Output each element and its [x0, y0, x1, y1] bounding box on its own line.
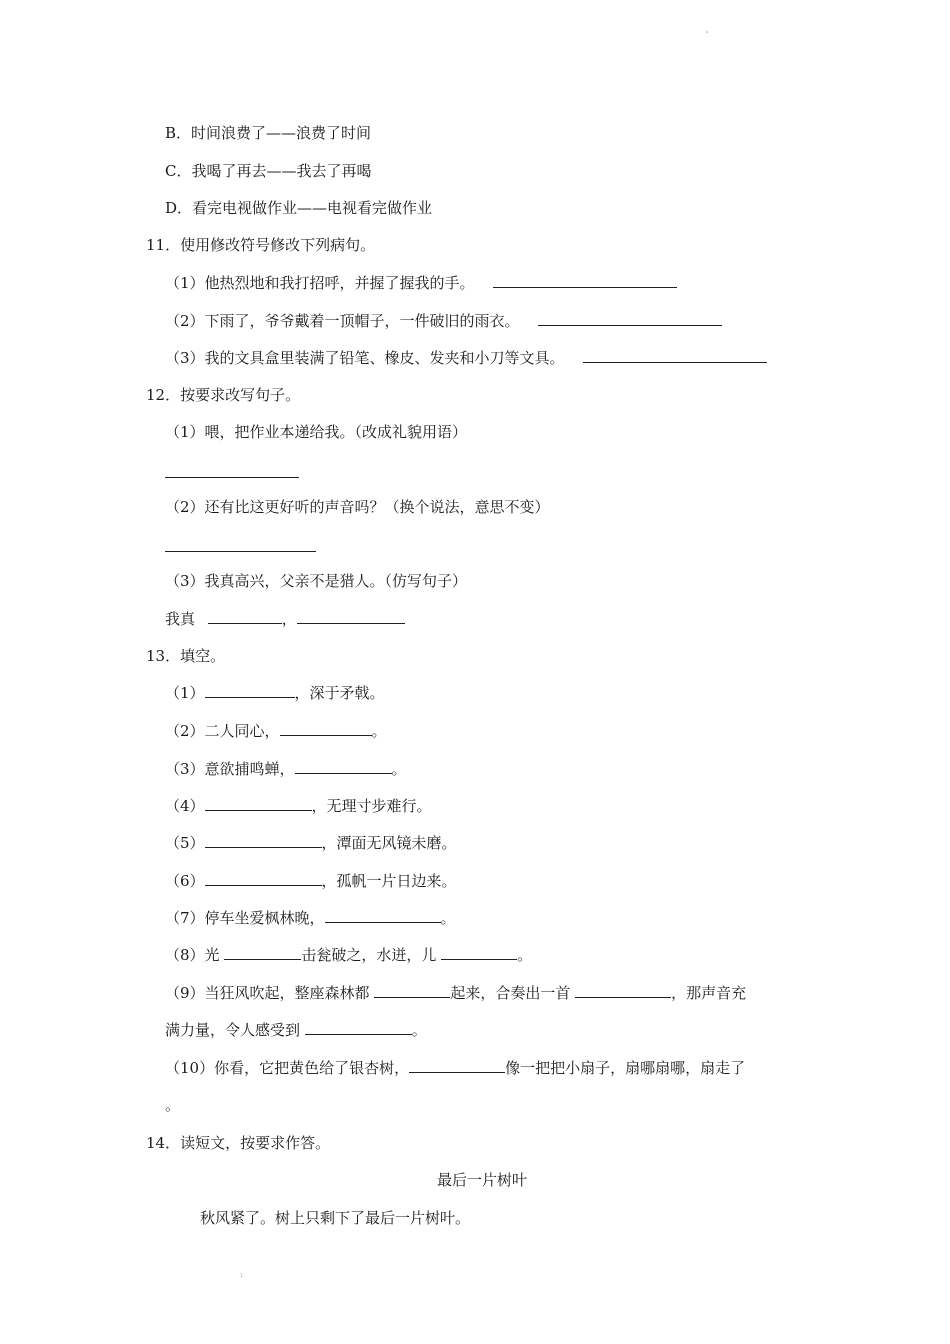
answer-blank[interactable]: [205, 833, 322, 848]
q13-text: （8）光: [165, 946, 225, 964]
passage-first-line: 秋风紧了。树上只剩下了最后一片树叶。: [200, 1209, 471, 1227]
q13-text: （7）停车坐爱枫林晚，: [165, 909, 325, 927]
q12-fill-comma: ，: [281, 610, 297, 628]
q10-option-b: B．时间浪费了——浪费了时间: [165, 124, 372, 142]
q13-line-6: [165, 871, 457, 891]
q13-line-8: [165, 945, 532, 965]
q12-stem: 12．按要求改写句子。: [146, 386, 301, 404]
answer-blank[interactable]: [205, 871, 322, 886]
answer-blank[interactable]: [374, 983, 450, 998]
q11-item-2: [165, 311, 722, 331]
q14-stem: 14．读短文，按要求作答。: [146, 1134, 331, 1152]
q13-text: （6）: [165, 872, 205, 890]
q13-line-10-cont: 。: [165, 1096, 181, 1114]
q13-line-5: [165, 833, 457, 853]
header-mark: ': [706, 30, 709, 39]
answer-blank[interactable]: [295, 759, 392, 774]
q13-text: 。: [411, 1021, 427, 1039]
q13-text: （4）: [165, 797, 205, 815]
q13-line-7: [165, 908, 456, 928]
q12-item-2: （2）还有比这更好听的声音吗？（换个说法，意思不变）: [165, 498, 550, 516]
q13-line-2: [165, 721, 387, 741]
q11-item-1-text: （1）他热烈地和我打招呼，并握了握我的手。: [165, 274, 475, 292]
q12-fill-prefix: 我真: [165, 610, 196, 628]
q13-text: 。: [517, 946, 533, 964]
q13-stem: 13．填空。: [146, 647, 226, 665]
answer-blank[interactable]: [297, 609, 405, 624]
q10-option-d: D．看完电视做作业——电视看完做作业: [165, 199, 433, 217]
q13-line-1: [165, 683, 385, 703]
q13-text: （2）二人同心，: [165, 722, 280, 740]
answer-blank[interactable]: [224, 945, 301, 960]
answer-blank[interactable]: [205, 683, 295, 698]
answer-blank[interactable]: [208, 609, 282, 624]
q13-text: ，深于矛戟。: [294, 684, 385, 702]
q13-line-9: [165, 983, 746, 1003]
q13-text: 像一把把小扇子，扇哪扇哪，扇走了: [505, 1059, 746, 1077]
answer-blank[interactable]: [538, 311, 722, 326]
q13-text: ，无理寸步难行。: [311, 797, 432, 815]
q12-item-1: （1）喂，把作业本递给我。（改成礼貌用语）: [165, 423, 468, 441]
q12-fill: [165, 609, 405, 629]
answer-blank[interactable]: [280, 721, 372, 736]
answer-blank[interactable]: [441, 945, 517, 960]
q11-item-3-text: （3）我的文具盒里装满了铅笔、橡皮、发夹和小刀等文具。: [165, 349, 565, 367]
passage-title: 最后一片树叶: [437, 1171, 528, 1189]
q11-stem: 11．使用修改符号修改下列病句。: [146, 236, 376, 254]
q13-text: ，孤帆一片日边来。: [321, 872, 457, 890]
answer-blank[interactable]: [583, 348, 767, 363]
q13-text: 满力量，令人感受到: [165, 1021, 305, 1039]
q13-text: 起来，合奏出一首: [450, 984, 576, 1002]
answer-blank[interactable]: [575, 983, 671, 998]
q13-line-9-cont: [165, 1020, 427, 1040]
q13-text: （5）: [165, 834, 205, 852]
q13-text: （1）: [165, 684, 205, 702]
q13-text: 。: [391, 760, 407, 778]
q13-line-4: [165, 796, 432, 816]
q13-text: 。: [371, 722, 387, 740]
q11-item-2-text: （2）下雨了，爷爷戴着一顶帽子，一件破旧的雨衣。: [165, 312, 520, 330]
answer-blank[interactable]: [205, 796, 312, 811]
q13-text: 。: [440, 909, 456, 927]
q11-item-1: [165, 273, 677, 293]
answer-line[interactable]: [165, 477, 299, 478]
q13-line-3: [165, 759, 407, 779]
answer-blank[interactable]: [305, 1020, 412, 1035]
q13-text: （9）当狂风吹起，整座森林都: [165, 984, 375, 1002]
q13-text: （3）意欲捕鸣蝉，: [165, 760, 295, 778]
answer-line[interactable]: [165, 551, 316, 552]
q13-text: ，那声音充: [671, 984, 747, 1002]
footer-mark: :: [240, 1270, 243, 1279]
q12-item-3: （3）我真高兴，父亲不是猎人。（仿写句子）: [165, 572, 468, 590]
q13-text: ，潭面无风镜未磨。: [321, 834, 457, 852]
q13-line-10: [165, 1058, 745, 1078]
q11-item-3: [165, 348, 767, 368]
q10-option-c: C．我喝了再去——我去了再喝: [165, 162, 372, 180]
q13-text: （10）你看，它把黄色给了银杏树，: [165, 1059, 410, 1077]
answer-blank[interactable]: [493, 273, 677, 288]
answer-blank[interactable]: [325, 908, 441, 923]
q13-text: 击瓮破之，水迸，儿: [301, 946, 442, 964]
answer-blank[interactable]: [409, 1058, 505, 1073]
